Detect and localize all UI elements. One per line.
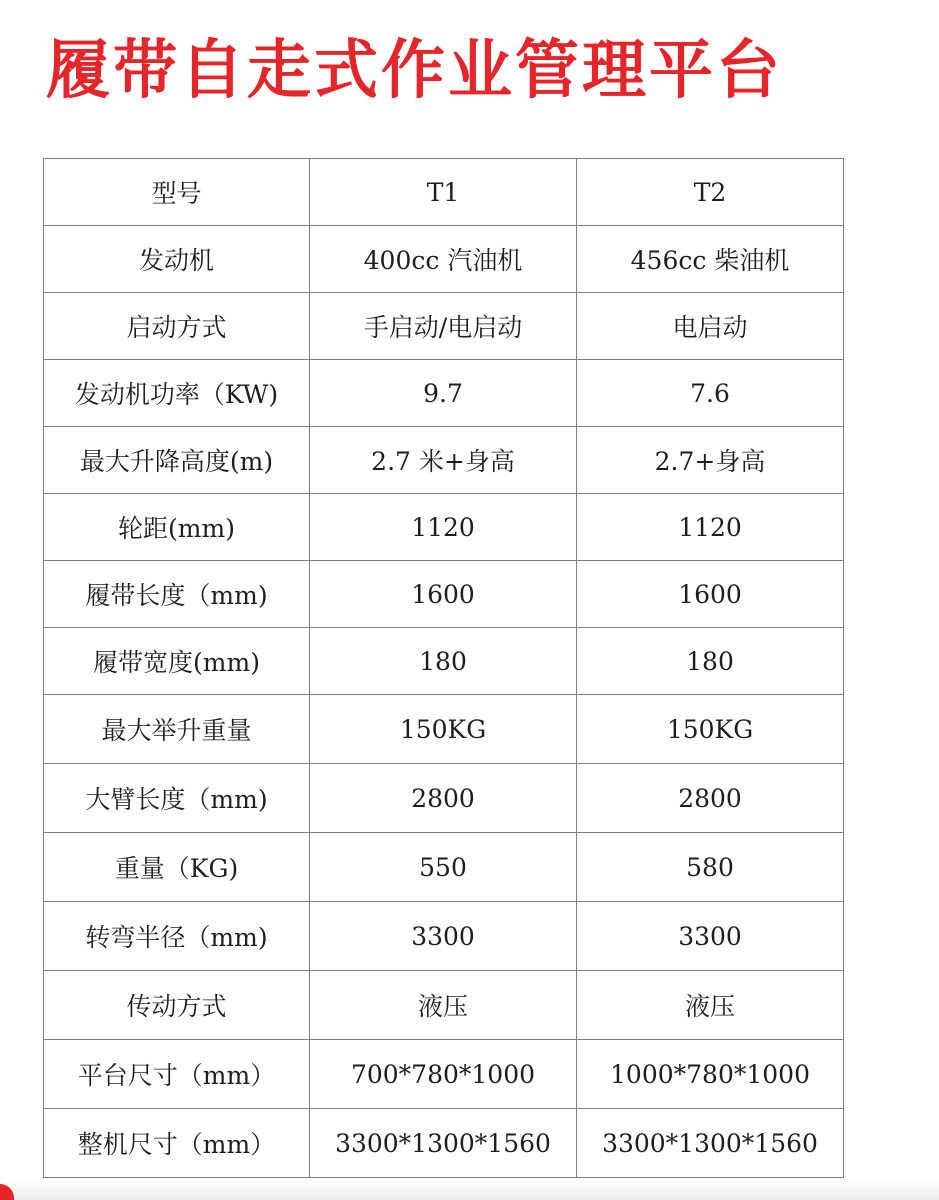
spec-table [43,158,844,1178]
spec-value-t1: 1120 [310,494,577,561]
spec-value-t1: 700*780*1000 [310,1040,577,1109]
header-cell-t1: T1 [310,159,577,226]
spec-value-t2: 7.6 [577,360,844,427]
table-row [44,1040,844,1109]
table-row [44,695,844,764]
spec-value-t1: 液压 [310,971,577,1040]
table-row [44,427,844,494]
spec-value-t2: 2.7+身高 [577,427,844,494]
spec-label: 轮距(mm) [44,494,310,561]
spec-label: 传动方式 [44,971,310,1040]
table-row [44,902,844,971]
spec-label: 转弯半径（mm) [44,902,310,971]
spec-value-t1: 9.7 [310,360,577,427]
spec-label: 整机尺寸（mm） [44,1109,310,1178]
spec-value-t1: 3300 [310,902,577,971]
page-title: 履带自走式作业管理平台 [46,34,783,108]
spec-value-t1: 手启动/电启动 [310,293,577,360]
table-row [44,971,844,1040]
spec-value-t2: 液压 [577,971,844,1040]
spec-value-t2: 456cc 柴油机 [577,226,844,293]
spec-value-t1: 3300*1300*1560 [310,1109,577,1178]
table-row [44,833,844,902]
spec-label: 重量（KG) [44,833,310,902]
spec-value-t2: 580 [577,833,844,902]
spec-label: 履带宽度(mm) [44,628,310,695]
header-cell-label: 型号 [44,159,310,226]
spec-label: 最大举升重量 [44,695,310,764]
table-row [44,293,844,360]
header-cell-t2: T2 [577,159,844,226]
spec-value-t2: 1600 [577,561,844,628]
spec-label: 履带长度（mm) [44,561,310,628]
spec-value-t2: 电启动 [577,293,844,360]
table-row [44,494,844,561]
spec-value-t2: 3300 [577,902,844,971]
spec-label: 平台尺寸（mm） [44,1040,310,1109]
table-header-row [44,159,844,226]
spec-label: 发动机功率（KW) [44,360,310,427]
spec-value-t1: 1600 [310,561,577,628]
table-row [44,1109,844,1178]
spec-label: 启动方式 [44,293,310,360]
page-bottom-shadow [0,1180,939,1200]
table-row [44,561,844,628]
spec-value-t1: 180 [310,628,577,695]
spec-value-t2: 1120 [577,494,844,561]
table-row [44,628,844,695]
spec-label: 发动机 [44,226,310,293]
spec-value-t1: 2.7 米+身高 [310,427,577,494]
spec-label: 最大升降高度(m) [44,427,310,494]
spec-value-t2: 1000*780*1000 [577,1040,844,1109]
spec-value-t2: 3300*1300*1560 [577,1109,844,1178]
table-row [44,764,844,833]
spec-label: 大臂长度（mm) [44,764,310,833]
table-row [44,360,844,427]
spec-value-t1: 550 [310,833,577,902]
spec-value-t1: 400cc 汽油机 [310,226,577,293]
spec-value-t1: 150KG [310,695,577,764]
table-row [44,226,844,293]
spec-value-t2: 2800 [577,764,844,833]
spec-value-t1: 2800 [310,764,577,833]
spec-value-t2: 180 [577,628,844,695]
spec-value-t2: 150KG [577,695,844,764]
